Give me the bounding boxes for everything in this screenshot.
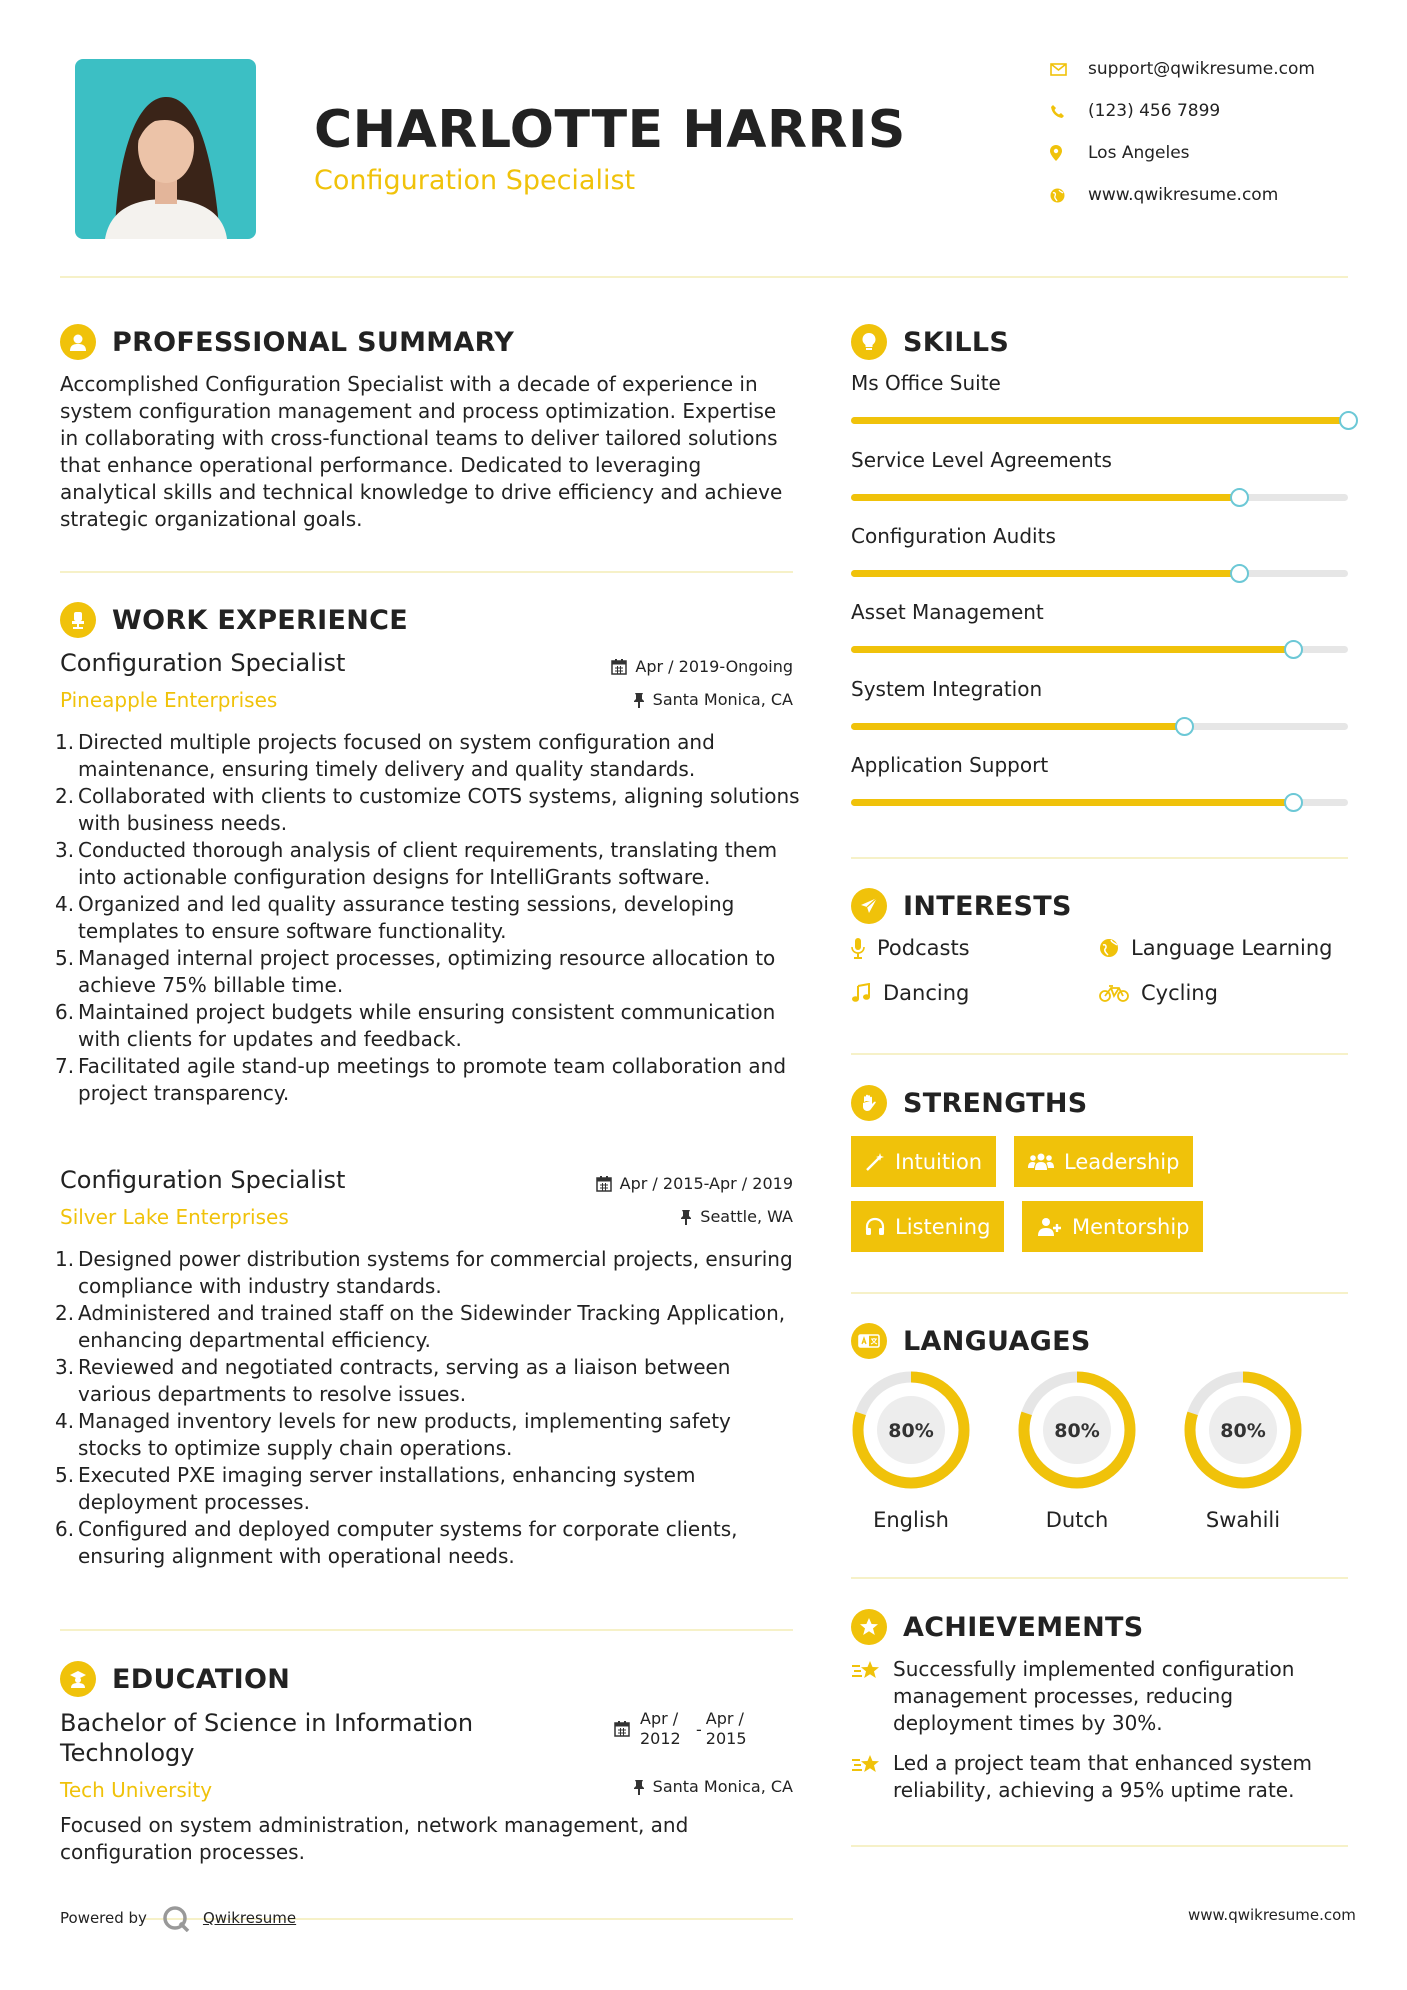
phone-icon [1050, 104, 1065, 119]
language-ring [1181, 1368, 1305, 1492]
skill-item: Asset Management [851, 600, 1348, 624]
contact-website[interactable]: www.qwikresume.com [1050, 182, 1370, 208]
divider [60, 1629, 793, 1631]
user-icon [60, 324, 96, 360]
skills-header: SKILLS [851, 322, 1009, 362]
education-header: EDUCATION [60, 1659, 290, 1699]
list-item: 1. Directed multiple projects focused on system configuration and maintenance, ensuring timely delivery and quality standards. [55, 730, 715, 781]
language-ring [849, 1368, 973, 1492]
lightbulb-icon [851, 324, 887, 360]
user-plus-icon [1036, 1217, 1062, 1237]
job-date: Apr / 2019-Ongoing [500, 657, 793, 676]
interest-language-learning: Language Learning [1099, 936, 1332, 960]
shooting-star-icon [851, 1658, 883, 1684]
interest-cycling: Cycling [1099, 981, 1218, 1005]
language-name: Swahili [1205, 1508, 1281, 1532]
magic-wand-icon [865, 1152, 885, 1172]
powered-by[interactable]: Powered by Qwikresume [60, 1904, 296, 1932]
skill-bar [851, 723, 1348, 730]
bicycle-icon [1099, 984, 1129, 1002]
skill-item: Ms Office Suite [851, 371, 1348, 395]
education-date: Apr / 2012 - Apr / 2015 [614, 1709, 758, 1749]
skill-bar-fill [851, 494, 1239, 501]
skill-bar-fill [851, 799, 1293, 806]
list-item: 7. Facilitated agile stand-up meetings to promote team collaboration and project transparency. [55, 1054, 787, 1105]
qwikresume-logo-icon [161, 1904, 193, 1932]
school-name: Tech University [60, 1778, 213, 1802]
divider [851, 857, 1348, 859]
contact-phone[interactable]: (123) 456 7899 [1050, 98, 1370, 124]
paper-plane-icon [851, 888, 887, 924]
skill-item: Application Support [851, 753, 1348, 777]
language-item [1015, 1368, 1139, 1532]
calendar-icon [596, 1176, 612, 1192]
languages-header: LANGUAGES [851, 1321, 1091, 1361]
interest-podcasts: Podcasts [851, 936, 970, 960]
skill-bar [851, 494, 1348, 501]
skill-bar [851, 646, 1348, 653]
music-note-icon [851, 983, 871, 1003]
strength-tag: Leadership [1014, 1136, 1193, 1187]
pin-icon [633, 692, 645, 708]
pin-icon [633, 1779, 645, 1795]
language-icon [851, 1323, 887, 1359]
skill-bar-fill [851, 723, 1184, 730]
list-item: 6. Configured and deployed computer systems for corporate clients, ensuring alignment with operational needs. [55, 1517, 738, 1568]
profile-photo [75, 59, 256, 239]
star-badge-icon [851, 1609, 887, 1645]
map-pin-icon [1050, 145, 1062, 161]
list-item: 5. Managed internal project processes, optimizing resource allocation to achieve 75% billable time. [55, 946, 776, 997]
graduate-icon [60, 1661, 96, 1697]
footer-website[interactable]: www.qwikresume.com [1188, 1906, 1356, 1924]
contact-location: Los Angeles [1050, 140, 1370, 166]
achievement-item: Successfully implemented configuration management processes, reducing deployment times by 30%. [851, 1656, 1351, 1737]
language-percent: 80% [1054, 1420, 1100, 1442]
summary-header: PROFESSIONAL SUMMARY [60, 322, 514, 362]
education-description: Focused on system administration, network management, and configuration processes. [60, 1813, 689, 1864]
list-item: 2. Administered and trained staff on the Sidewinder Tracking Application, enhancing departmental efficiency. [55, 1301, 786, 1352]
divider [851, 1845, 1348, 1847]
list-item: 1. Designed power distribution systems for commercial projects, ensuring compliance with industry standards. [55, 1247, 793, 1298]
list-item: 6. Maintained project budgets while ensuring consistent communication with clients for updates and feedback. [55, 1000, 776, 1051]
interest-dancing: Dancing [851, 981, 969, 1005]
skill-bar-fill [851, 417, 1348, 424]
skill-bar-knob [1339, 411, 1358, 430]
language-name: English [873, 1508, 949, 1532]
skill-item: Service Level Agreements [851, 448, 1348, 472]
skill-bar [851, 570, 1348, 577]
list-item: 5. Executed PXE imaging server installations, enhancing system deployment processes. [55, 1463, 696, 1514]
skill-bar-knob [1175, 717, 1194, 736]
language-percent: 80% [888, 1420, 934, 1442]
skill-bar [851, 417, 1348, 424]
language-percent: 80% [1220, 1420, 1266, 1442]
strength-tag: Listening [851, 1201, 1004, 1252]
globe-icon [1050, 188, 1065, 203]
list-item: 3. Conducted thorough analysis of client requirements, translating them into actionable configuration designs for IntelliGrants software. [55, 838, 778, 889]
experience-header: WORK EXPERIENCE [60, 600, 408, 640]
strengths-header: STRENGTHS [851, 1083, 1088, 1123]
headphones-icon [865, 1217, 885, 1237]
list-item: 3. Reviewed and negotiated contracts, serving as a liaison between various departments to resolve issues. [55, 1355, 731, 1406]
microphone-icon [851, 937, 865, 959]
language-name: Dutch [1045, 1508, 1109, 1532]
skill-bar-knob [1230, 488, 1249, 507]
header-divider [60, 276, 1348, 278]
divider [851, 1577, 1348, 1579]
skill-bar-knob [1284, 793, 1303, 812]
education-location: Santa Monica, CA [500, 1777, 793, 1796]
hand-icon [851, 1085, 887, 1121]
calendar-icon [614, 1721, 630, 1737]
strength-tag: Intuition [851, 1136, 996, 1187]
skill-bar [851, 799, 1348, 806]
language-item [1181, 1368, 1305, 1532]
job-title: Configuration Specialist [60, 1166, 346, 1194]
list-item: 2. Collaborated with clients to customize COTS systems, aligning solutions with business needs. [55, 784, 800, 835]
job-location: Seattle, WA [500, 1207, 793, 1226]
skill-bar-fill [851, 646, 1293, 653]
job-title: Configuration Specialist [60, 649, 346, 677]
skill-item: System Integration [851, 677, 1348, 701]
calendar-icon [611, 659, 627, 675]
qwikresume-link[interactable]: Qwikresume [202, 1909, 297, 1927]
degree-title: Bachelor of Science in Information Technology [60, 1709, 474, 1767]
interests-header: INTERESTS [851, 886, 1072, 926]
contact-email[interactable]: support@qwikresume.com [1050, 56, 1370, 82]
skill-bar-fill [851, 570, 1239, 577]
pin-icon [680, 1209, 692, 1225]
summary-text: Accomplished Configuration Specialist with a decade of experience in system configuration management and process optimization. Expertise in collaborating with cross-functional teams to deliver tailored solutions that enhance operational performance. Dedicated to leveraging analytical skills and technical knowledge to drive efficiency and achieve strategic organizational goals. [60, 372, 783, 531]
skill-item: Configuration Audits [851, 524, 1348, 548]
skill-bar-knob [1230, 564, 1249, 583]
strength-tag: Mentorship [1022, 1201, 1203, 1252]
job-date: Apr / 2015-Apr / 2019 [500, 1174, 793, 1193]
list-item: 4. Managed inventory levels for new products, implementing safety stocks to optimize supply chain operations. [55, 1409, 731, 1460]
group-icon [1028, 1152, 1054, 1172]
candidate-role: Configuration Specialist [314, 165, 636, 196]
shooting-star-icon [851, 1752, 883, 1778]
job-location: Santa Monica, CA [500, 690, 793, 709]
job-company: Silver Lake Enterprises [60, 1205, 289, 1229]
divider [60, 571, 793, 573]
globe-icon [1099, 938, 1119, 958]
divider [851, 1292, 1348, 1294]
job-company: Pineapple Enterprises [60, 688, 278, 712]
job-duties [55, 1246, 800, 1570]
job-duties [55, 729, 800, 1107]
list-item: 4. Organized and led quality assurance testing sessions, developing templates to ensure software functionality. [55, 892, 735, 943]
chair-icon [60, 602, 96, 638]
envelope-icon [1050, 63, 1067, 76]
language-item [849, 1368, 973, 1532]
language-ring [1015, 1368, 1139, 1492]
achievement-item: Led a project team that enhanced system reliability, achieving a 95% uptime rate. [851, 1750, 1351, 1804]
candidate-name: CHARLOTTE HARRIS [314, 100, 906, 160]
achievements-header: ACHIEVEMENTS [851, 1607, 1144, 1647]
divider [851, 1053, 1348, 1055]
skill-bar-knob [1284, 640, 1303, 659]
